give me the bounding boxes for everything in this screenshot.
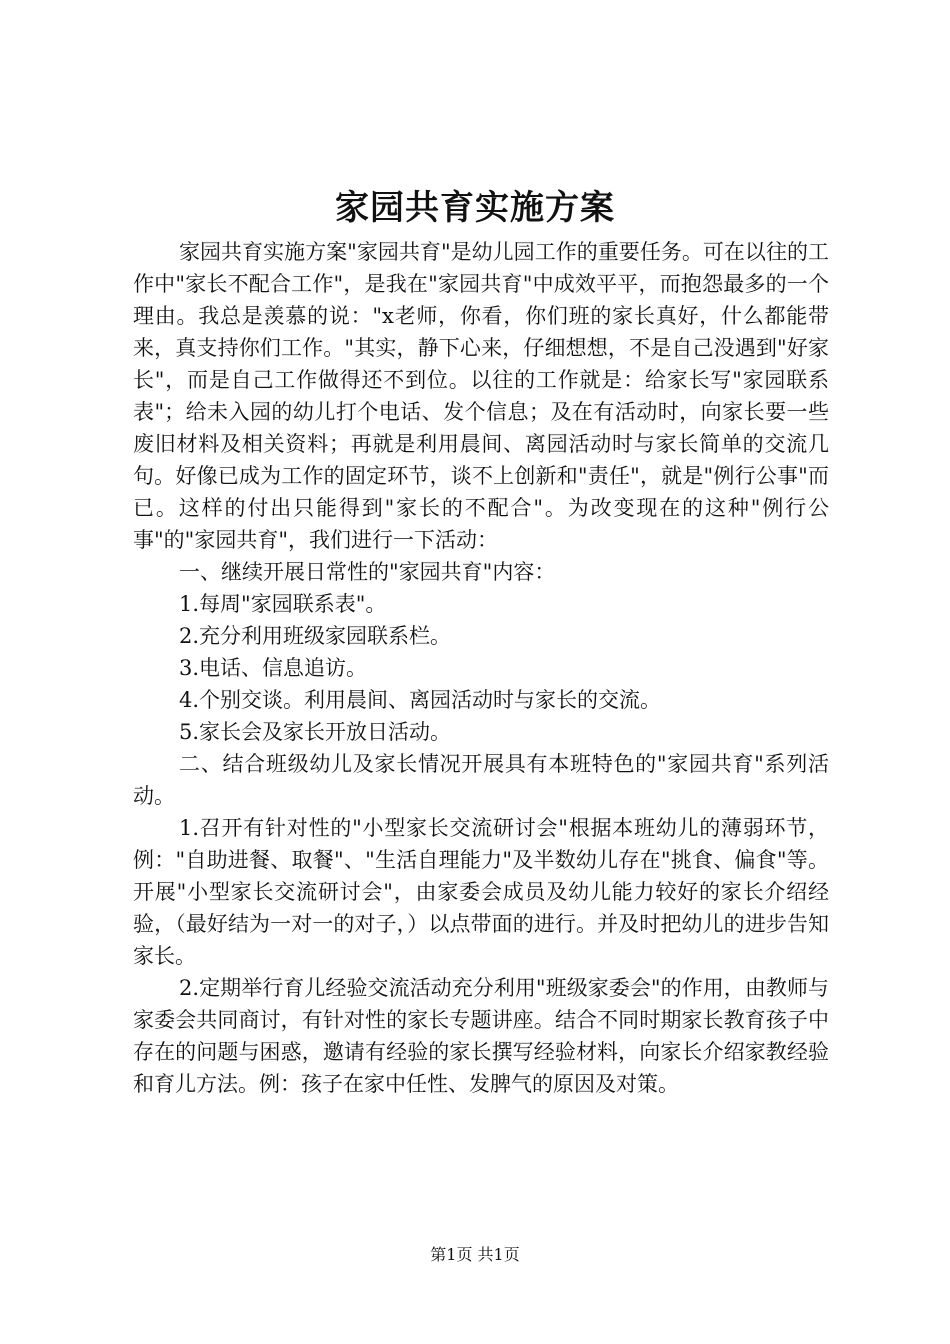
paragraph-item-2-1: 1.召开有针对性的"小型家长交流研讨会"根据本班幼儿的薄弱环节，例："自助进餐、取餐"、"生活自理能力"及半数幼儿存在"挑食、偏食"等。开展"小型家长交流研讨会"，由家委会成员及幼儿能力较好的家长介绍经验，（最好结为一对一的对子，）以点带面的进行。并及时把幼儿的进步告知家长。 [133,816,829,968]
page-footer: 第1页 共1页 [430,1245,520,1264]
paragraph-item-1-5: 5.家长会及家长开放日活动。 [179,720,452,744]
paragraph-item-1-3: 3.电话、信息追访。 [179,656,368,680]
paragraph-item-1-1: 1.每周"家园联系表"。 [179,592,387,616]
document-title: 家园共育实施方案 [335,188,615,228]
document-body [133,236,829,1100]
paragraph-section-1-heading: 一、继续开展日常性的"家园共育"内容： [179,560,556,584]
paragraph-section-2-heading: 二、结合班级幼儿及家长情况开展具有本班特色的"家园共育"系列活动。 [133,752,829,808]
paragraph-item-2-2: 2.定期举行育儿经验交流活动充分利用"班级家委会"的作用，由教师与家委会共同商讨，有针对性的家长专题讲座。结合不同时期家长教育孩子中存在的问题与困惑，邀请有经验的家长撰写经验材料，向家长介绍家教经验和育儿方法。例：孩子在家中任性、发脾气的原因及对策。 [133,976,829,1096]
paragraph-item-1-2: 2.充分利用班级家园联系栏。 [179,624,452,648]
paragraph-item-1-4: 4.个别交谈。利用晨间、离园活动时与家长的交流。 [179,688,662,712]
paragraph-intro: 家园共育实施方案"家园共育"是幼儿园工作的重要任务。可在以往的工作中"家长不配合工作"，是我在"家园共育"中成效平平，而抱怨最多的一个理由。我总是羡慕的说："x老师，你看，你们班的家长真好，什么都能带来，真支持你们工作。"其实，静下心来，仔细想想，不是自己没遇到"好家长"，而是自己工作做得还不到位。以往的工作就是：给家长写"家园联系表"；给未入园的幼儿打个电话、发个信息；及在有活动时，向家长要一些废旧材料及相关资料；再就是利用晨间、离园活动时与家长简单的交流几句。好像已成为工作的固定环节，谈不上创新和"责任"，就是"例行公事"而已。这样的付出只能得到"家长的不配合"。为改变现在的这种"例行公事"的"家园共育"，我们进行一下活动： [133,240,829,552]
